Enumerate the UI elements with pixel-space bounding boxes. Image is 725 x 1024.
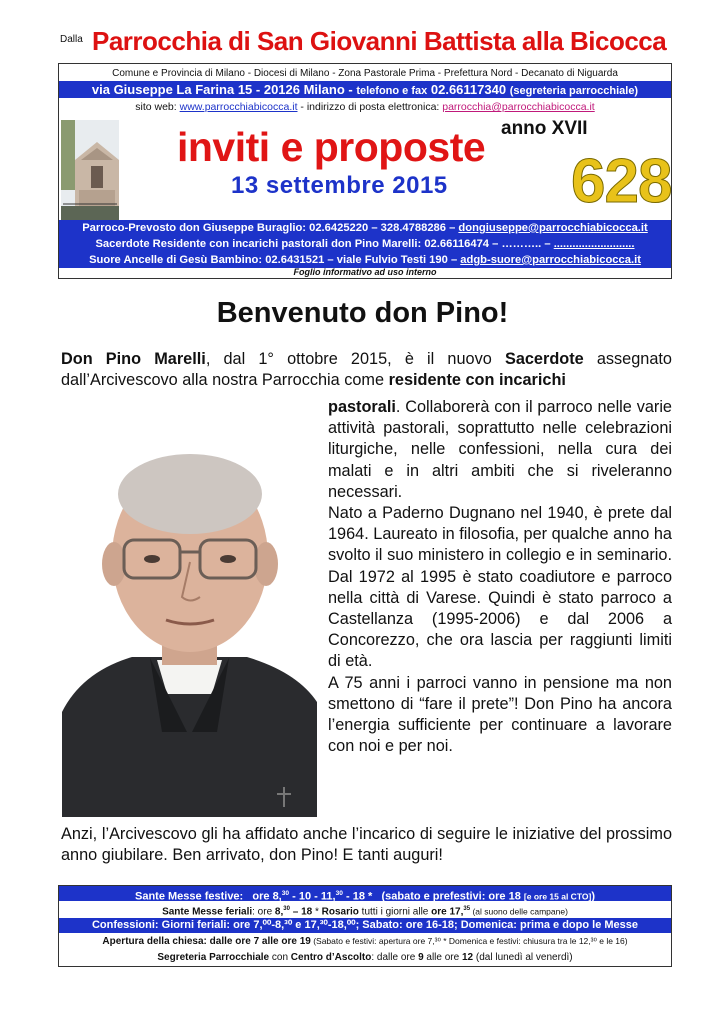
feriali-sep: *: [312, 906, 322, 918]
clergy-email-link[interactable]: dongiuseppe@parrocchiabicocca.it: [458, 222, 648, 234]
secretariat-time: 9: [418, 952, 424, 963]
address-text: via Giuseppe La Farina 15 - 20126 Milano -: [91, 82, 353, 97]
confessions-row: Confessioni: Giorni feriali: ore 7,⁰⁰-8,³⁰ e 17,³⁰-18,⁰⁰; Sabato: ore 16-18; Domenica: prima e dopo le Messe: [59, 918, 671, 934]
prefestive-note: (sabato e prefestivi: ore 18: [381, 890, 521, 903]
parish-title: Parrocchia di San Giovanni Battista alla Bicocca: [92, 26, 667, 56]
secretariat-label: Segreteria Parrocchiale: [157, 952, 270, 963]
clergy-bar: [59, 220, 671, 268]
rosario-note: (al suono delle campane): [470, 906, 568, 917]
comune-line: Comune e Provincia di Milano - Diocesi di Milano - Zona Pastorale Prima - Prefettura Nord - Decanato di Niguarda: [112, 68, 618, 79]
rosario-time: ore 17,: [431, 906, 464, 918]
web-line: [59, 101, 671, 113]
phone-number: 02.66117340: [430, 82, 507, 97]
intro-text: assegnato dall’Arcivescovo alla nostra Parrocchia come: [61, 350, 672, 390]
intro-name: Don Pino Marelli: [61, 350, 206, 368]
schedule-box: [58, 885, 672, 967]
feriali-time: 8,: [274, 906, 284, 918]
clergy-row: [59, 252, 671, 268]
web-label: sito web:: [135, 101, 177, 113]
clergy-email-link[interactable]: ..........................: [553, 238, 635, 250]
issue-year: anno XVII: [501, 118, 588, 139]
phone-label: telefono e fax: [356, 85, 428, 97]
church-photo: [61, 120, 119, 220]
festive-masses-row: [59, 886, 671, 902]
weekday-masses-row: [59, 902, 671, 918]
secretariat-text: alle ore: [423, 952, 462, 963]
feriali-label: Sante Messe feriali: [162, 906, 253, 918]
feriali-text: : ore: [252, 906, 275, 918]
masthead-title: inviti e proposte: [177, 124, 486, 170]
secretariat-row: [59, 950, 671, 966]
intro-bold: Sacerdote: [504, 350, 584, 368]
article-closing: [61, 824, 672, 866]
column-bold: pastorali: [328, 398, 396, 416]
mail-label: - indirizzo di posta elettronica:: [300, 101, 440, 113]
phone-note: (segreteria parrocchiale): [509, 85, 639, 97]
clergy-row: [59, 236, 671, 252]
address-bar: [59, 81, 671, 98]
feriali-sup: 30: [283, 906, 290, 912]
intro-bold: residente con incarichi: [388, 371, 566, 390]
opening-note: (Sabato e festivi: apertura ore 7,³⁰ * Domenica e festivi: chiusura tra le 12,³⁰ e le 16): [310, 936, 628, 946]
festive-sup: 30: [281, 890, 290, 897]
website-link[interactable]: www.parrocchiabicocca.it: [179, 101, 298, 113]
priest-portrait: [62, 432, 317, 817]
clergy-row: [59, 220, 671, 236]
clergy-email-link[interactable]: adgb-suore@parrocchiabicocca.it: [460, 254, 641, 266]
festive-label: Sante Messe festive:: [135, 890, 244, 903]
email-link[interactable]: parrocchia@parrocchiabicocca.it: [442, 101, 595, 113]
article-column: [328, 397, 672, 757]
masthead-box: [58, 63, 672, 279]
foglio-note: Foglio informativo ad uso interno: [293, 267, 437, 277]
clergy-text: Parroco-Prevosto don Giuseppe Buraglio: 02.6425220 – 328.4788286 –: [82, 222, 456, 234]
secretariat-text: con: [269, 952, 291, 963]
closing-text: Anzi, l’Arcivescovo gli ha affidato anche l’incarico di seguire le iniziative del prossimo anno giubilare. Ben arrivato, don Pino! E tanti auguri!: [61, 825, 672, 865]
article-intro: [61, 349, 672, 391]
column-paragraph: A 75 anni i parroci vanno in pensione ma non smettono di “fare il prete”! Don Pino ha ancora l’energia sufficiente per continuare a lavorare con noi e per noi.: [328, 673, 672, 756]
rosario-sup: 35: [463, 906, 471, 912]
secretariat-text: : dalle ore: [371, 952, 419, 963]
secretariat-time: 12: [461, 952, 474, 963]
festive-time: - 10 - 11,: [289, 890, 336, 903]
secretariat-days: (dal lunedì al venerdì): [473, 952, 573, 963]
article-headline: Benvenuto don Pino!: [216, 297, 509, 329]
rosario-label: Rosario: [321, 906, 359, 918]
clergy-text: Suore Ancelle di Gesù Bambino: 02.6431521 – viale Fulvio Testi 190 –: [89, 254, 458, 266]
opening-label: Apertura della chiesa: dalle ore 7 alle ore 19: [102, 936, 311, 947]
festive-time: - 18 *: [342, 890, 373, 903]
dalla-label: Dalla: [60, 34, 83, 45]
clergy-text: Sacerdote Residente con incarichi pastorali don Pino Marelli: 02.66116474 – ……….. –: [95, 238, 551, 250]
column-paragraph: Nato a Paderno Dugnano nel 1940, è prete dal 1964. Laureato in filosofia, per qualche anno ha svolto il suo ministero in collegio e in seminario. Dal 1972 al 1995 è stato coadiutore e parroco nella città di Varese. Quindi è stato parroco a Castellanza (1995-2006) e dal 2006 a Concorezzo, che ora lascia per raggiunti limiti di età.: [328, 504, 672, 671]
column-text: . Collaborerà con il parroco nelle varie attività pastorali, soprattutto nelle celebrazioni liturgiche, nelle confessioni, nella cura dei malati e in altri ambiti che si riveleranno necessari.: [328, 398, 672, 501]
intro-text: , dal 1° ottobre 2015, è il nuovo: [205, 350, 505, 368]
rosario-text: tutti i giorni alle: [358, 906, 432, 918]
festive-close: ): [591, 890, 595, 903]
opening-hours-row: [59, 934, 671, 950]
festive-time: ore 8,: [252, 890, 282, 903]
issue-date: 13 settembre 2015: [231, 172, 448, 199]
feriali-time: – 18: [289, 906, 313, 918]
issue-number: 628: [571, 147, 672, 216]
listening-center: Centro d’Ascolto: [290, 952, 372, 963]
festive-sup: 30: [335, 890, 343, 897]
cto-note: [e ore 15 al CTO]: [523, 891, 592, 902]
